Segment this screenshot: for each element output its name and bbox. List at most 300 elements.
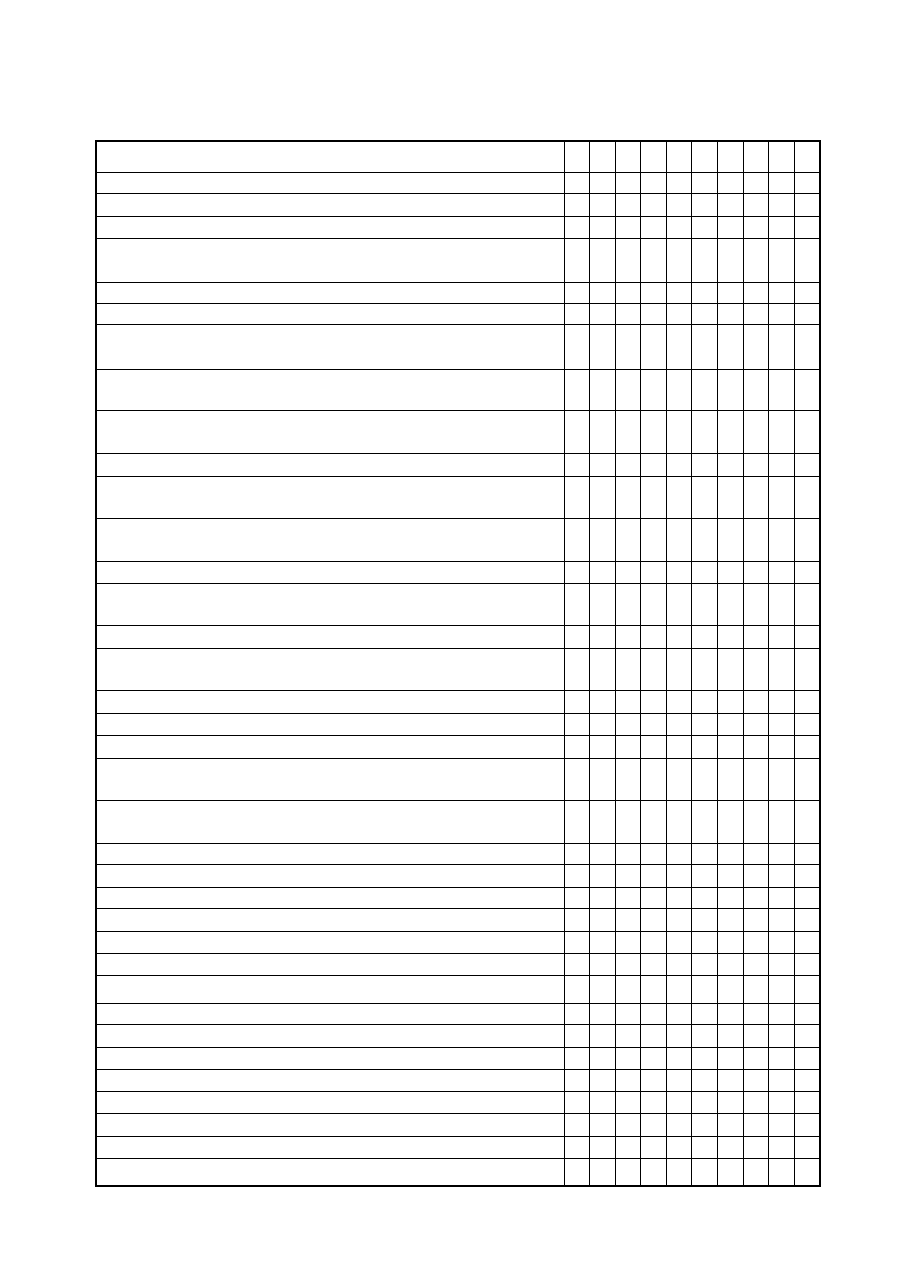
table-row (96, 193, 820, 216)
label-cell (96, 303, 564, 324)
grid-cell (666, 1024, 692, 1047)
grid-cell (769, 864, 795, 887)
table-row (96, 453, 820, 476)
grid-cell (590, 1069, 616, 1091)
table-row (96, 1091, 820, 1113)
grid-cell (769, 238, 795, 282)
grid-cell (615, 1136, 641, 1158)
table-row (96, 887, 820, 908)
grid-cell (794, 864, 820, 887)
grid-cell (564, 476, 590, 518)
table-row (96, 1047, 820, 1069)
label-cell (96, 324, 564, 369)
table-row (96, 648, 820, 690)
label-cell (96, 713, 564, 735)
table-row (96, 1136, 820, 1158)
grid-cell (641, 324, 667, 369)
grid-cell (692, 908, 718, 931)
grid-cell (590, 864, 616, 887)
grid-cell (666, 1158, 692, 1186)
grid-cell (718, 518, 744, 561)
grid-cell (666, 800, 692, 843)
grid-cell (641, 369, 667, 410)
grid-cell (794, 453, 820, 476)
grid-cell (692, 931, 718, 953)
label-cell (96, 908, 564, 931)
grid-cell (692, 864, 718, 887)
grid-cell (641, 975, 667, 1003)
grid-cell (590, 758, 616, 800)
grid-cell (692, 583, 718, 625)
grid-cell (666, 690, 692, 713)
grid-cell (743, 800, 769, 843)
grid-cell (769, 303, 795, 324)
grid-cell (641, 216, 667, 238)
table-row (96, 410, 820, 453)
grid-cell (743, 690, 769, 713)
grid-cell (769, 561, 795, 583)
grid-cell (692, 953, 718, 975)
label-cell (96, 1136, 564, 1158)
grid-cell (615, 141, 641, 172)
grid-cell (743, 141, 769, 172)
grid-cell (641, 690, 667, 713)
grid-cell (692, 1024, 718, 1047)
grid-cell (769, 1003, 795, 1024)
table-row (96, 1069, 820, 1091)
grid-cell (743, 282, 769, 303)
grid-cell (794, 758, 820, 800)
grid-cell (641, 735, 667, 758)
grid-cell (794, 908, 820, 931)
grid-cell (590, 931, 616, 953)
table-row (96, 172, 820, 193)
grid-cell (769, 453, 795, 476)
grid-cell (564, 713, 590, 735)
grid-cell (564, 369, 590, 410)
grid-cell (590, 1003, 616, 1024)
label-cell (96, 625, 564, 648)
grid-cell (769, 518, 795, 561)
grid-cell (615, 1047, 641, 1069)
grid-cell (743, 369, 769, 410)
grid-cell (769, 216, 795, 238)
grid-cell (743, 1047, 769, 1069)
grid-cell (641, 238, 667, 282)
table-row (96, 1113, 820, 1136)
grid-cell (794, 1158, 820, 1186)
grid-cell (718, 713, 744, 735)
grid-cell (794, 193, 820, 216)
grid-cell (743, 1024, 769, 1047)
grid-cell (743, 887, 769, 908)
table-row (96, 216, 820, 238)
grid-cell (590, 453, 616, 476)
grid-cell (692, 453, 718, 476)
grid-cell (692, 1069, 718, 1091)
grid-cell (718, 625, 744, 648)
grid-cell (718, 141, 744, 172)
table-row (96, 369, 820, 410)
label-cell (96, 1158, 564, 1186)
grid-cell (743, 713, 769, 735)
grid-cell (769, 1113, 795, 1136)
grid-cell (590, 141, 616, 172)
grid-cell (666, 625, 692, 648)
grid-cell (590, 800, 616, 843)
grid-cell (769, 800, 795, 843)
grid-cell (692, 410, 718, 453)
grid-cell (769, 282, 795, 303)
grid-cell (794, 141, 820, 172)
grid-cell (666, 518, 692, 561)
grid-cell (666, 843, 692, 864)
grid-cell (615, 1003, 641, 1024)
grid-cell (564, 953, 590, 975)
label-cell (96, 758, 564, 800)
grid-cell (590, 1158, 616, 1186)
grid-cell (615, 1113, 641, 1136)
grid-cell (615, 303, 641, 324)
grid-cell (692, 1003, 718, 1024)
grid-cell (641, 1069, 667, 1091)
label-cell (96, 410, 564, 453)
grid-cell (564, 238, 590, 282)
grid-cell (692, 1136, 718, 1158)
grid-cell (615, 887, 641, 908)
grid-cell (718, 887, 744, 908)
label-cell (96, 953, 564, 975)
table-row (96, 975, 820, 1003)
table-row (96, 864, 820, 887)
table-row (96, 953, 820, 975)
grid-cell (666, 141, 692, 172)
grid-cell (666, 410, 692, 453)
grid-cell (692, 1158, 718, 1186)
grid-cell (641, 887, 667, 908)
grid-cell (794, 282, 820, 303)
grid-cell (590, 282, 616, 303)
grid-cell (769, 1158, 795, 1186)
grid-cell (564, 648, 590, 690)
grid-cell (666, 561, 692, 583)
grid-cell (564, 216, 590, 238)
grid-cell (794, 953, 820, 975)
grid-cell (718, 800, 744, 843)
grid-cell (590, 583, 616, 625)
grid-cell (692, 561, 718, 583)
grid-cell (743, 324, 769, 369)
grid-cell (590, 648, 616, 690)
grid-cell (615, 216, 641, 238)
grid-cell (794, 735, 820, 758)
grid-cell (641, 303, 667, 324)
grid-cell (743, 1136, 769, 1158)
grid-cell (718, 216, 744, 238)
grid-cell (590, 193, 616, 216)
grid-cell (564, 1003, 590, 1024)
grid-cell (718, 453, 744, 476)
grid-cell (692, 216, 718, 238)
label-cell (96, 1003, 564, 1024)
grid-cell (590, 1113, 616, 1136)
grid-cell (769, 1091, 795, 1113)
grid-cell (641, 476, 667, 518)
grid-cell (641, 953, 667, 975)
grid-cell (615, 931, 641, 953)
grid-cell (564, 141, 590, 172)
grid-cell (641, 583, 667, 625)
grid-cell (718, 1047, 744, 1069)
grid-cell (666, 1113, 692, 1136)
grid-cell (769, 690, 795, 713)
grid-cell (666, 238, 692, 282)
label-cell (96, 476, 564, 518)
grid-cell (743, 1091, 769, 1113)
grid-cell (615, 410, 641, 453)
grid-cell (794, 975, 820, 1003)
grid-cell (564, 735, 590, 758)
label-cell (96, 216, 564, 238)
grid-cell (666, 887, 692, 908)
grid-cell (692, 303, 718, 324)
grid-cell (794, 1003, 820, 1024)
grid-cell (641, 648, 667, 690)
grid-cell (641, 800, 667, 843)
grid-cell (564, 1091, 590, 1113)
grid-cell (743, 1069, 769, 1091)
grid-cell (794, 1069, 820, 1091)
grid-cell (615, 908, 641, 931)
grid-cell (615, 713, 641, 735)
grid-cell (590, 908, 616, 931)
grid-cell (615, 172, 641, 193)
grid-cell (718, 1113, 744, 1136)
grid-cell (615, 193, 641, 216)
grid-cell (692, 1047, 718, 1069)
label-cell (96, 1024, 564, 1047)
grid-cell (794, 216, 820, 238)
grid-cell (590, 1024, 616, 1047)
label-cell (96, 1091, 564, 1113)
grid-cell (718, 193, 744, 216)
grid-cell (564, 887, 590, 908)
label-cell (96, 238, 564, 282)
grid-cell (794, 713, 820, 735)
grid-cell (666, 1136, 692, 1158)
grid-cell (794, 1136, 820, 1158)
grid-cell (615, 690, 641, 713)
grid-cell (666, 864, 692, 887)
grid-cell (718, 908, 744, 931)
grid-cell (615, 282, 641, 303)
grid-cell (692, 843, 718, 864)
grid-cell (615, 648, 641, 690)
grid-cell (666, 953, 692, 975)
table-row (96, 843, 820, 864)
grid-cell (590, 953, 616, 975)
grid-cell (769, 843, 795, 864)
grid-cell (641, 1136, 667, 1158)
grid-cell (615, 625, 641, 648)
table-row (96, 1003, 820, 1024)
grid-cell (590, 713, 616, 735)
grid-cell (743, 1158, 769, 1186)
grid-cell (718, 1136, 744, 1158)
table-row (96, 303, 820, 324)
grid-cell (769, 410, 795, 453)
grid-cell (564, 303, 590, 324)
grid-cell (666, 648, 692, 690)
grid-cell (615, 843, 641, 864)
grid-cell (641, 193, 667, 216)
grid-cell (718, 476, 744, 518)
grid-cell (641, 908, 667, 931)
table-row (96, 690, 820, 713)
grid-cell (743, 476, 769, 518)
grid-cell (718, 583, 744, 625)
grid-cell (564, 1158, 590, 1186)
table-row (96, 758, 820, 800)
grid-cell (794, 887, 820, 908)
grid-cell (794, 476, 820, 518)
label-cell (96, 800, 564, 843)
grid-cell (615, 369, 641, 410)
grid-cell (743, 172, 769, 193)
grid-cell (718, 282, 744, 303)
table-row (96, 324, 820, 369)
grid-cell (666, 713, 692, 735)
grid-cell (666, 931, 692, 953)
grid-cell (692, 887, 718, 908)
grid-cell (666, 282, 692, 303)
grid-cell (615, 583, 641, 625)
grid-cell (692, 690, 718, 713)
grid-cell (564, 453, 590, 476)
grid-cell (718, 735, 744, 758)
table-row (96, 282, 820, 303)
grid-cell (794, 583, 820, 625)
label-cell (96, 690, 564, 713)
grid-cell (769, 908, 795, 931)
grid-cell (718, 648, 744, 690)
grid-cell (564, 561, 590, 583)
grid-cell (743, 410, 769, 453)
grid-cell (641, 1113, 667, 1136)
grid-cell (615, 453, 641, 476)
grid-cell (692, 625, 718, 648)
grid-cell (718, 410, 744, 453)
grid-cell (615, 1069, 641, 1091)
grid-cell (590, 324, 616, 369)
grid-cell (794, 303, 820, 324)
grid-cell (769, 193, 795, 216)
table-row (96, 713, 820, 735)
label-cell (96, 172, 564, 193)
grid-cell (743, 931, 769, 953)
grid-cell (666, 453, 692, 476)
grid-cell (641, 1047, 667, 1069)
grid-cell (615, 561, 641, 583)
grid-cell (769, 975, 795, 1003)
grid-cell (666, 476, 692, 518)
grid-cell (743, 908, 769, 931)
grid-cell (590, 887, 616, 908)
grid-cell (794, 410, 820, 453)
label-cell (96, 453, 564, 476)
grid-cell (692, 713, 718, 735)
grid-cell (590, 303, 616, 324)
grid-cell (590, 476, 616, 518)
grid-cell (666, 583, 692, 625)
label-cell (96, 518, 564, 561)
grid-cell (564, 800, 590, 843)
grid-cell (769, 324, 795, 369)
grid-cell (718, 1158, 744, 1186)
grid-cell (692, 1091, 718, 1113)
grid-cell (615, 864, 641, 887)
grid-cell (769, 583, 795, 625)
grid-cell (718, 758, 744, 800)
grid-cell (769, 476, 795, 518)
grid-cell (564, 1069, 590, 1091)
grid-cell (692, 193, 718, 216)
label-cell (96, 843, 564, 864)
grid-cell (794, 931, 820, 953)
grid-cell (794, 1091, 820, 1113)
table-row (96, 931, 820, 953)
grid-cell (641, 864, 667, 887)
grid-cell (615, 324, 641, 369)
label-cell (96, 583, 564, 625)
grid-cell (590, 518, 616, 561)
grid-cell (615, 476, 641, 518)
grid-cell (743, 1003, 769, 1024)
grid-cell (692, 324, 718, 369)
grid-cell (615, 953, 641, 975)
grid-cell (692, 735, 718, 758)
blank-form-table (95, 140, 821, 1187)
grid-cell (564, 193, 590, 216)
table-row (96, 141, 820, 172)
grid-cell (718, 1091, 744, 1113)
grid-cell (641, 453, 667, 476)
grid-cell (666, 1047, 692, 1069)
label-cell (96, 887, 564, 908)
grid-cell (794, 1024, 820, 1047)
grid-cell (666, 193, 692, 216)
grid-cell (718, 1024, 744, 1047)
grid-cell (692, 648, 718, 690)
grid-cell (564, 410, 590, 453)
label-cell (96, 193, 564, 216)
grid-cell (641, 172, 667, 193)
grid-cell (564, 1136, 590, 1158)
grid-cell (794, 172, 820, 193)
grid-cell (743, 953, 769, 975)
grid-cell (743, 238, 769, 282)
grid-cell (769, 1047, 795, 1069)
label-cell (96, 975, 564, 1003)
label-cell (96, 864, 564, 887)
grid-cell (718, 324, 744, 369)
table-row (96, 735, 820, 758)
grid-cell (769, 172, 795, 193)
grid-cell (615, 238, 641, 282)
grid-cell (794, 648, 820, 690)
grid-cell (641, 758, 667, 800)
grid-cell (615, 758, 641, 800)
